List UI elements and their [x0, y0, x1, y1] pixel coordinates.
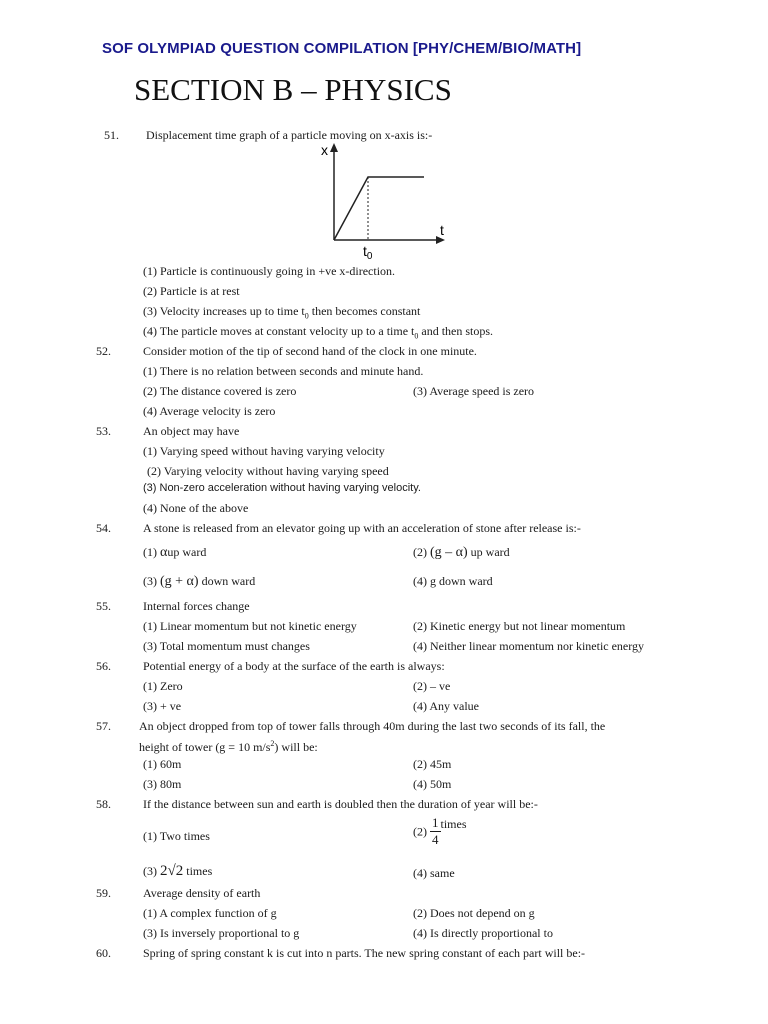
graph-y-arrow: [330, 143, 338, 152]
q52-option-4: (4) Average velocity is zero: [143, 404, 276, 418]
q51-text: Displacement time graph of a particle moving on x-axis is:-: [146, 128, 433, 142]
q59-number: 59.: [96, 886, 111, 900]
q52-option-3: (3) Average speed is zero: [413, 384, 535, 398]
q53-option-1: (1) Varying speed without having varying velocity: [143, 444, 385, 458]
q51-number: 51.: [104, 128, 119, 142]
graph-x-label: t: [440, 222, 444, 238]
q52-number: 52.: [96, 344, 111, 358]
displacement-time-graph: [312, 140, 462, 264]
q52-option-1: (1) There is no relation between seconds and minute hand.: [143, 364, 424, 378]
q59-text: Average density of earth: [143, 886, 261, 900]
q56-option-1: (1) Zero: [143, 679, 183, 693]
q53-text: An object may have: [143, 424, 240, 438]
q54-option-4: (4) g down ward: [413, 574, 493, 588]
q51-option-2: (2) Particle is at rest: [143, 284, 240, 298]
document-header: SOF OLYMPIAD QUESTION COMPILATION [PHY/CHEM/BIO/MATH]: [102, 40, 582, 57]
q54-option-1: (1) αup ward: [143, 545, 207, 560]
q54-option-3: (3) (g + α) down ward: [143, 574, 256, 589]
q51-option-1: (1) Particle is continuously going in +ve x-direction.: [143, 264, 396, 278]
fraction-one-fourth: $\frac{1}{4}$: [432, 815, 439, 847]
q59-option-3: (3) Is inversely proportional to g: [143, 926, 300, 940]
q57-text-line-1: An object dropped from top of tower falls through 40m during the last two seconds of its fall, the: [139, 719, 606, 733]
q57-option-2: (2) 45m: [413, 757, 452, 771]
q53-option-2: (2) Varying velocity without having varying speed: [147, 464, 389, 478]
q58-option-1: (1) Two times: [143, 829, 210, 843]
q55-option-1: (1) Linear momentum but not kinetic energy: [143, 619, 357, 633]
q52-option-2: (2) The distance covered is zero: [143, 384, 297, 398]
q58-option-3: (3) 2√2 times: [143, 863, 213, 879]
q53-number: 53.: [96, 424, 111, 438]
q55-option-3: (3) Total momentum must changes: [143, 639, 310, 653]
q57-option-4: (4) 50m: [413, 777, 452, 791]
q54-text: A stone is released from an elevator going up with an acceleration of stone after release is:-: [143, 521, 581, 535]
q60-number: 60.: [96, 946, 111, 960]
q55-number: 55.: [96, 599, 111, 613]
q58-option-2: (2) $\frac{1}{4}$ times: [413, 815, 467, 847]
q53-option-4: (4) None of the above: [143, 501, 249, 515]
q58-number: 58.: [96, 797, 111, 811]
q56-option-4: (4) Any value: [413, 699, 479, 713]
q57-option-1: (1) 60m: [143, 757, 182, 771]
q58-option-4: (4) same: [413, 866, 455, 880]
graph-t0-label: $t_0$: [363, 243, 373, 262]
q57-option-3: (3) 80m: [143, 777, 182, 791]
q60-text: Spring of spring constant k is cut into n parts. The new spring constant of each part will be:-: [143, 946, 586, 960]
q51-option-4: (4) The particle moves at constant velocity up to a time $t_0$ and then stops.: [143, 324, 494, 341]
q59-option-2: (2) Does not depend on g: [413, 906, 535, 920]
section-title: SECTION B – PHYSICS: [134, 72, 452, 107]
q54-number: 54.: [96, 521, 111, 535]
q52-text: Consider motion of the tip of second hand of the clock in one minute.: [143, 344, 477, 358]
q56-number: 56.: [96, 659, 111, 673]
graph-curve: [334, 177, 424, 240]
q55-text: Internal forces change: [143, 599, 250, 613]
q56-option-3: (3) + ve: [143, 699, 182, 713]
q56-text: Potential energy of a body at the surface of the earth is always:: [143, 659, 445, 673]
q57-number: 57.: [96, 719, 111, 733]
q59-option-4: (4) Is directly proportional to: [413, 926, 553, 940]
q51-option-3: (3) Velocity increases up to time $t_0$ then becomes constant: [143, 304, 421, 321]
q55-option-2: (2) Kinetic energy but not linear momentum: [413, 619, 626, 633]
q58-text: If the distance between sun and earth is doubled then the duration of year will be:-: [143, 797, 538, 811]
q56-option-2: (2) – ve: [413, 679, 451, 693]
graph-y-label: x: [321, 142, 328, 158]
q59-option-1: (1) A complex function of g: [143, 906, 277, 920]
q54-option-2: (2) (g – α) up ward: [413, 545, 510, 560]
q57-text-line-2: height of tower (g = 10 $m/s^2$) will be:: [139, 739, 318, 754]
q55-option-4: (4) Neither linear momentum nor kinetic energy: [413, 639, 645, 653]
q53-option-3: (3) Non-zero acceleration without having varying velocity.: [143, 482, 421, 494]
